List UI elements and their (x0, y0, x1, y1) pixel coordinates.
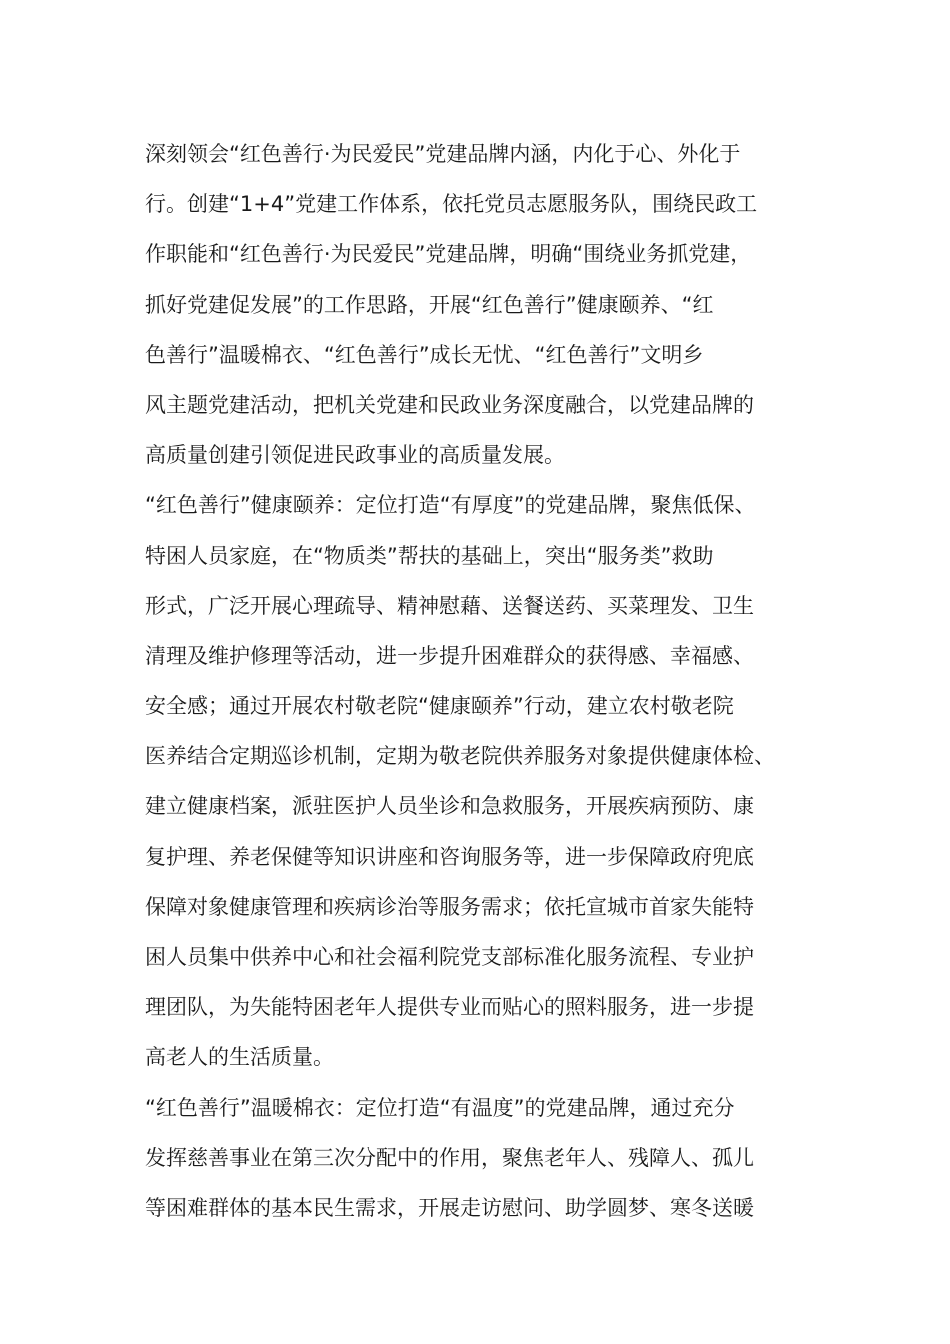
text-line: 等困难群体的基本民生需求，开展走访慰问、助学圆梦、寒冬送暖 (145, 1195, 754, 1220)
text-line: 保障对象健康管理和疾病诊治等服务需求；依托宣城市首家失能特 (145, 894, 754, 919)
text-line: 建立健康档案，派驻医护人员坐诊和急救服务，开展疾病预防、康 (145, 794, 754, 819)
text-line: 形式，广泛开展心理疏导、精神慰藉、送餐送药、买菜理发、卫生 (145, 593, 754, 618)
text-line: 特困人员家庭，在“物质类”帮扶的基础上，突出“服务类”救助 (145, 543, 714, 568)
text-line: 行。创建“1+4”党建工作体系，依托党员志愿服务队，围绕民政工 (145, 192, 758, 217)
text-line: 困人员集中供养中心和社会福利院党支部标准化服务流程、专业护 (145, 945, 754, 969)
text-line: 安全感；通过开展农村敬老院“健康颐养”行动，建立农村敬老院 (145, 694, 734, 719)
text-line: 复护理、养老保健等知识讲座和咨询服务等，进一步保障政府兜底 (145, 844, 754, 869)
text-line: 理团队，为失能特困老年人提供专业而贴心的照料服务，进一步提 (145, 995, 754, 1020)
text-line: 清理及维护修理等活动，进一步提升困难群众的获得感、幸福感、 (145, 643, 754, 668)
document-body (145, 129, 825, 1233)
text-line: 发挥慈善事业在第三次分配中的作用，聚焦老年人、残障人、孤儿 (145, 1145, 754, 1170)
text-line: 高老人的生活质量。 (145, 1045, 334, 1070)
text-line: 风主题党建活动，把机关党建和民政业务深度融合，以党建品牌的 (145, 392, 754, 417)
text-line: 医养结合定期巡诊机制，定期为敬老院供养服务对象提供健康体检、 (145, 744, 775, 769)
text-line: 作职能和“红色善行·为民爱民”党建品牌，明确“围绕业务抓党建， (145, 242, 752, 267)
text-line: “红色善行”温暖棉衣：定位打造“有温度”的党建品牌，通过充分 (145, 1095, 735, 1120)
text-line: 色善行”温暖棉衣、“红色善行”成长无忧、“红色善行”文明乡 (145, 342, 704, 367)
text-line: 抓好党建促发展”的工作思路，开展“红色善行”健康颐养、“红 (145, 292, 714, 317)
text-line: 深刻领会“红色善行·为民爱民”党建品牌内涵，内化于心、外化于 (145, 142, 741, 166)
text-line: 高质量创建引领促进民政事业的高质量发展。 (145, 443, 565, 468)
text-line: “红色善行”健康颐养：定位打造“有厚度”的党建品牌，聚焦低保、 (145, 493, 756, 518)
